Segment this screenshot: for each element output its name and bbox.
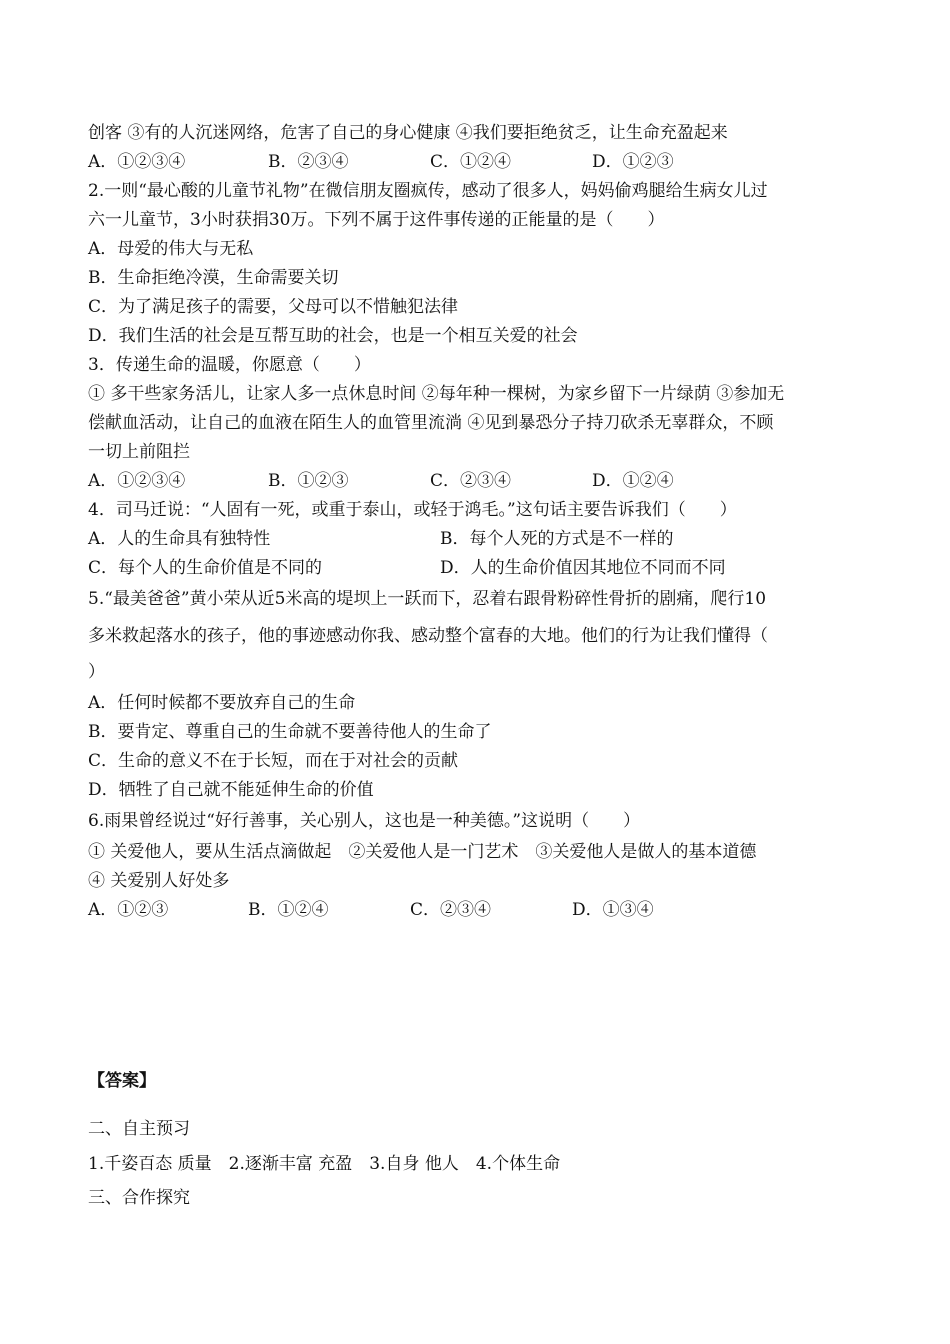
answers-section-2: 二、自主预习: [88, 1119, 190, 1139]
q2-stem-line1: 2.一则“最心酸的儿童节礼物”在微信朋友圈疯传，感动了很多人，妈妈偷鸡腿给生病女儿过: [88, 181, 768, 201]
q3-body-line1: ① 多干些家务活儿，让家人多一点休息时间 ②每年种一棵树，为家乡留下一片绿荫 ③参加无: [88, 384, 785, 404]
q6-option-d: D．①③④: [572, 900, 654, 920]
q6-body-line2: ④ 关爱别人好处多: [88, 871, 230, 891]
q2-option-c: C．为了满足孩子的需要，父母可以不惜触犯法律: [88, 297, 459, 317]
q4-stem: 4．司马迁说：“人固有一死，或重于泰山，或轻于鸿毛。”这句话主要告诉我们（ ）: [88, 500, 737, 520]
q2-option-b: B．生命拒绝冷漠，生命需要关切: [88, 268, 339, 288]
q3-body-line2: 偿献血活动，让自己的血液在陌生人的血管里流淌 ④见到暴恐分子持刀砍杀无辜群众，不顾: [88, 413, 774, 433]
q3-option-c: C．②③④: [430, 471, 512, 491]
q2-option-d: D．我们生活的社会是互帮互助的社会，也是一个相互关爱的社会: [88, 326, 578, 346]
q4-option-a: A．人的生命具有独特性: [88, 529, 271, 549]
q4-option-b: B．每个人死的方式是不一样的: [440, 529, 674, 549]
q5-option-d: D．牺牲了自己就不能延伸生命的价值: [88, 780, 374, 800]
q3-option-a: A．①②③④: [88, 471, 186, 491]
answers-heading: 【答案】: [88, 1071, 156, 1091]
q6-option-a: A．①②③: [88, 900, 169, 920]
q1-option-b: B．②③④: [268, 152, 349, 172]
q3-body-line3: 一切上前阻拦: [88, 442, 190, 462]
q5-stem-line1: 5.“最美爸爸”黄小荣从近5米高的堤坝上一跃而下，忍着右跟骨粉碎性骨折的剧痛，爬行10: [88, 589, 767, 609]
q6-stem: 6.雨果曾经说过“好行善事，关心别人，这也是一种美德。”这说明（ ）: [88, 811, 641, 831]
q4-option-c: C．每个人的生命价值是不同的: [88, 558, 323, 578]
q5-option-b: B．要肯定、尊重自己的生命就不要善待他人的生命了: [88, 722, 492, 742]
q3-stem: 3．传递生命的温暖，你愿意（ ）: [88, 355, 371, 375]
answers-section-3: 三、合作探究: [88, 1188, 190, 1208]
q2-option-a: A．母爱的伟大与无私: [88, 239, 254, 259]
q6-option-c: C．②③④: [410, 900, 492, 920]
q1-option-a: A．①②③④: [88, 152, 186, 172]
q1-option-d: D．①②③: [592, 152, 674, 172]
q5-stem-line3: ）: [88, 662, 105, 682]
q1-continuation: 创客 ③有的人沉迷网络，危害了自己的身心健康 ④我们要拒绝贫乏，让生命充盈起来: [88, 123, 728, 143]
q3-option-b: B．①②③: [268, 471, 349, 491]
q4-option-d: D．人的生命价值因其地位不同而不同: [440, 558, 726, 578]
q6-option-b: B．①②④: [248, 900, 329, 920]
q2-stem-line2: 六一儿童节，3小时获捐30万。下列不属于这件事传递的正能量的是（ ）: [88, 210, 665, 230]
q5-stem-line2: 多米救起落水的孩子，他的事迹感动你我、感动整个富春的大地。他们的行为让我们懂得（: [88, 626, 768, 646]
q3-option-d: D．①②④: [592, 471, 674, 491]
q5-option-c: C．生命的意义不在于长短，而在于对社会的贡献: [88, 751, 459, 771]
answers-line-1: 1.千姿百态 质量 2.逐渐丰富 充盈 3.自身 他人 4.个体生命: [88, 1154, 561, 1174]
q6-body-line1: ① 关爱他人，要从生活点滴做起 ②关爱他人是一门艺术 ③关爱他人是做人的基本道德: [88, 842, 757, 862]
q1-option-c: C．①②④: [430, 152, 512, 172]
q5-option-a: A．任何时候都不要放弃自己的生命: [88, 693, 356, 713]
